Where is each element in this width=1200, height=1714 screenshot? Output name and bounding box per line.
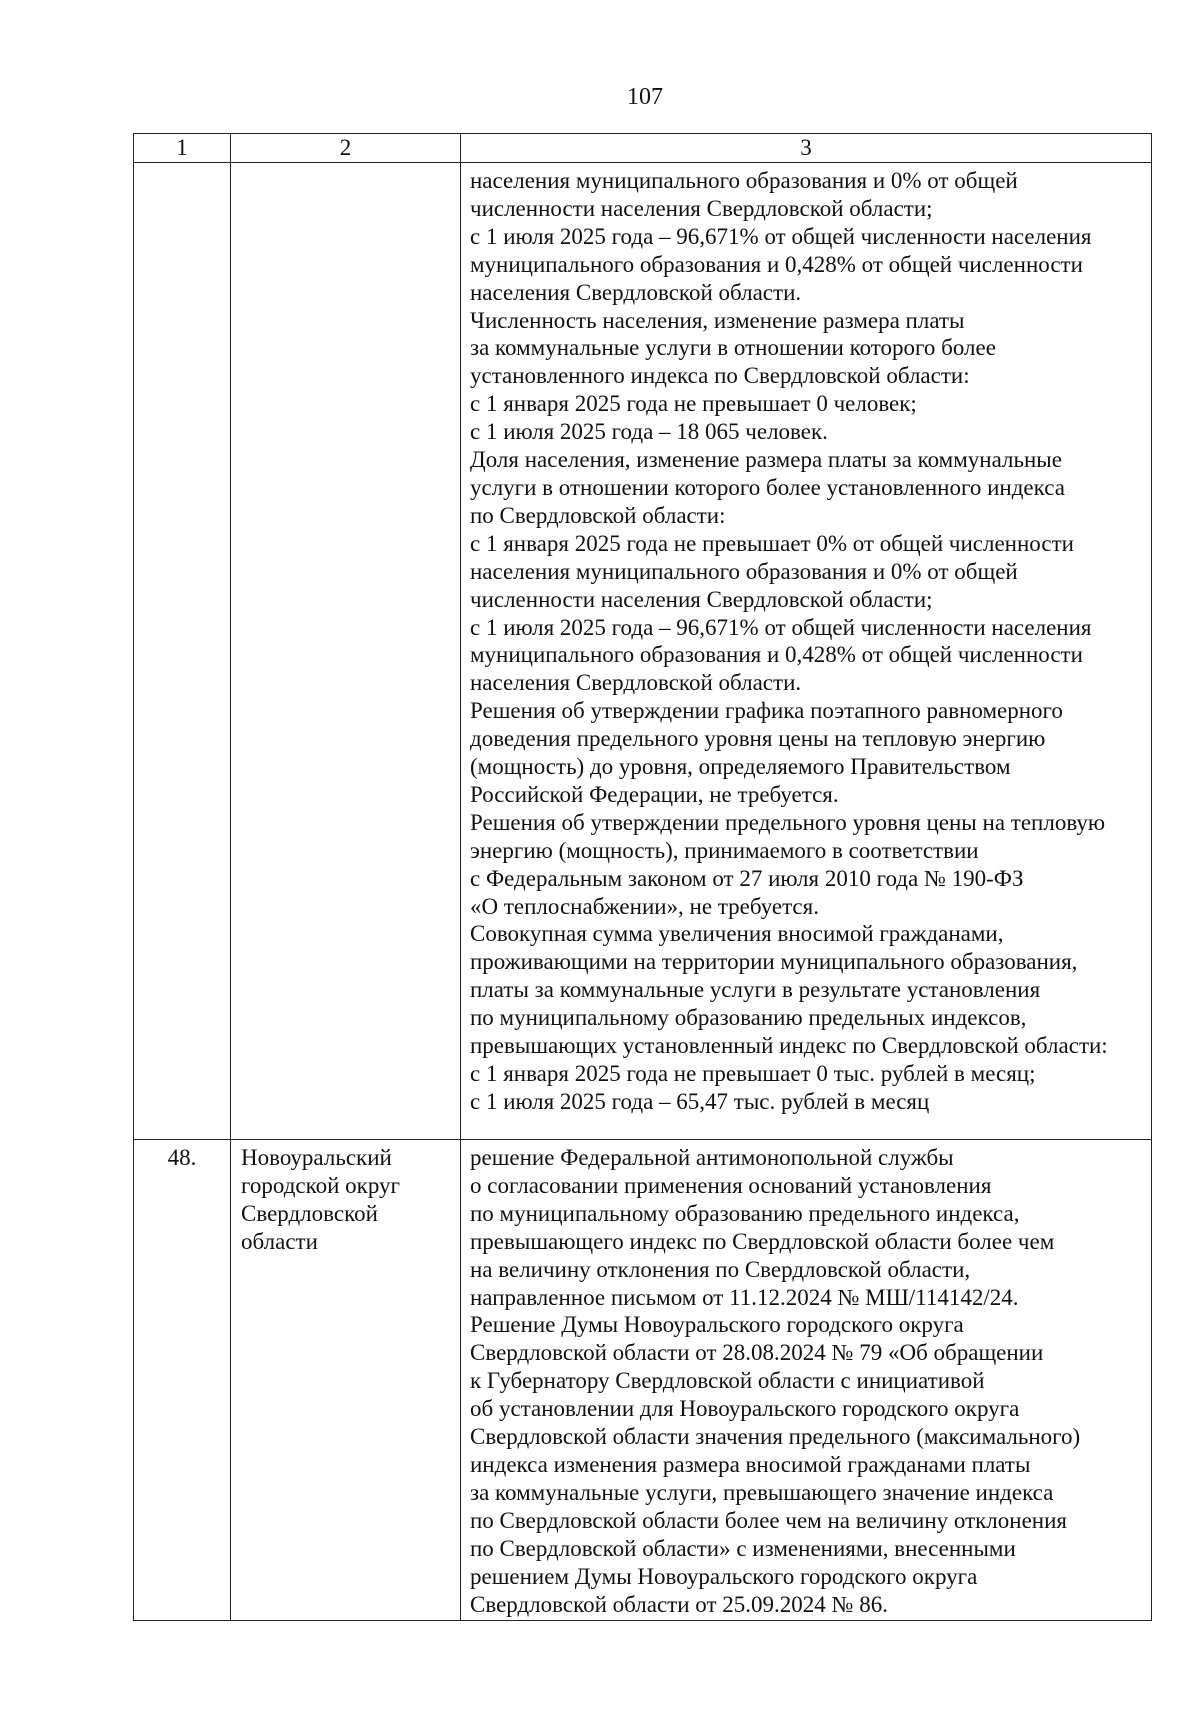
text-line: муниципального образования и 0,428% от общей численности xyxy=(470,251,1083,277)
text-line: населения Свердловской области. xyxy=(470,670,802,696)
text-line: Доля населения, изменение размера платы за коммунальные xyxy=(470,447,1062,473)
regulation-table xyxy=(133,133,1152,1621)
row-number-cell xyxy=(134,163,231,1140)
text-line: численности населения Свердловской области; xyxy=(470,586,933,612)
text-line: установленного индекса по Свердловской области: xyxy=(470,363,970,389)
text-line: «О теплоснабжении», не требуется. xyxy=(470,893,819,919)
municipality-name-cell xyxy=(231,1140,461,1621)
text-line: Свердловской области от 25.09.2024 № 86. xyxy=(470,1591,888,1617)
text-line: доведения предельного уровня цены на тепловую энергию xyxy=(470,726,1046,752)
text-line: за коммунальные услуги, превышающего значение индекса xyxy=(470,1479,1054,1505)
column-header-1: 1 xyxy=(134,134,231,163)
text-line: Решение Думы Новоуральского городского округа xyxy=(470,1312,964,1338)
header-row xyxy=(134,134,1152,163)
row-number-cell: 48. xyxy=(134,1140,231,1621)
text-line: с 1 июля 2025 года – 96,671% от общей численности населения xyxy=(470,223,1092,249)
text-line: населения муниципального образования и 0% от общей xyxy=(470,168,1018,193)
description-cell xyxy=(461,1140,1152,1621)
column-header-3: 3 xyxy=(461,134,1152,163)
text-line: населения Свердловской области. xyxy=(470,279,802,305)
text-line: за коммунальные услуги в отношении которого более xyxy=(470,335,996,361)
text-line: платы за коммунальные услуги в результате установления xyxy=(470,977,1041,1003)
text-line: услуги в отношении которого более установленного индекса xyxy=(470,474,1065,500)
text-line: численности населения Свердловской области; xyxy=(470,195,933,221)
text-line: Российской Федерации, не требуется. xyxy=(470,781,839,807)
text-line: проживающими на территории муниципального образования, xyxy=(470,949,1078,975)
text-line: Решения об утверждении графика поэтапного равномерного xyxy=(470,698,1063,724)
text-line: о согласовании применения оснований установления xyxy=(470,1172,992,1198)
text-line: с 1 июля 2025 года – 65,47 тыс. рублей в месяц xyxy=(470,1088,930,1114)
page-number: 107 xyxy=(627,84,663,110)
text-line: по Свердловской области более чем на величину отклонения xyxy=(470,1507,1068,1533)
text-line: Свердловской области от 28.08.2024 № 79 «Об обращении xyxy=(470,1340,1044,1366)
text-line: на величину отклонения по Свердловской области, xyxy=(470,1256,971,1282)
text-line: городской округ xyxy=(241,1172,400,1198)
text-line: по муниципальному образованию предельных индексов, xyxy=(470,1005,1027,1031)
table-header xyxy=(134,134,1152,163)
description-cell xyxy=(461,163,1152,1140)
municipality-name-cell xyxy=(231,163,461,1140)
text-line: с 1 июля 2025 года – 96,671% от общей численности населения xyxy=(470,614,1092,640)
text-line: индекса изменения размера вносимой гражданами платы xyxy=(470,1451,1031,1477)
text-line: об установлении для Новоуральского городского округа xyxy=(470,1396,1020,1422)
text-line: с 1 января 2025 года не превышает 0% от общей численности xyxy=(470,530,1074,556)
text-line: к Губернатору Свердловской области с инициативой xyxy=(470,1368,985,1394)
text-line: населения муниципального образования и 0% от общей xyxy=(470,558,1018,584)
text-line: энергию (мощность), принимаемого в соответствии xyxy=(470,837,979,863)
text-line: превышающих установленный индекс по Свердловской области: xyxy=(470,1033,1108,1059)
text-line: Свердловской области значения предельного (максимального) xyxy=(470,1424,1081,1450)
text-line: Решения об утверждении предельного уровня цены на тепловую xyxy=(470,809,1106,835)
table-row xyxy=(134,1140,1152,1621)
text-line: с 1 января 2025 года не превышает 0 тыс. рублей в месяц; xyxy=(470,1061,1036,1086)
table-row xyxy=(134,163,1152,1140)
text-line: муниципального образования и 0,428% от общей численности xyxy=(470,642,1083,668)
text-line: (мощность) до уровня, определяемого Правительством xyxy=(470,754,1011,780)
text-line: превышающего индекс по Свердловской области более чем xyxy=(470,1228,1055,1254)
text-line: Совокупная сумма увеличения вносимой гражданами, xyxy=(470,921,1004,947)
text-line: по муниципальному образованию предельного индекса, xyxy=(470,1200,1020,1226)
text-line: Численность населения, изменение размера платы xyxy=(470,307,965,333)
text-line: по Свердловской области» с изменениями, внесенными xyxy=(470,1535,1016,1561)
text-line: области xyxy=(241,1228,318,1254)
text-line: с Федеральным законом от 27 июля 2010 года № 190-ФЗ xyxy=(470,865,1024,891)
text-line: Свердловской xyxy=(241,1200,378,1226)
text-line: с 1 января 2025 года не превышает 0 человек; xyxy=(470,391,917,417)
text-line: по Свердловской области: xyxy=(470,502,726,528)
text-line: с 1 июля 2025 года – 18 065 человек. xyxy=(470,419,828,445)
text-line: решением Думы Новоуральского городского округа xyxy=(470,1563,978,1589)
text-line: направленное письмом от 11.12.2024 № МШ/114142/24. xyxy=(470,1284,1019,1310)
text-line: решение Федеральной антимонопольной службы xyxy=(470,1145,954,1170)
text-line: Новоуральский xyxy=(241,1145,392,1170)
column-header-2: 2 xyxy=(231,134,461,163)
